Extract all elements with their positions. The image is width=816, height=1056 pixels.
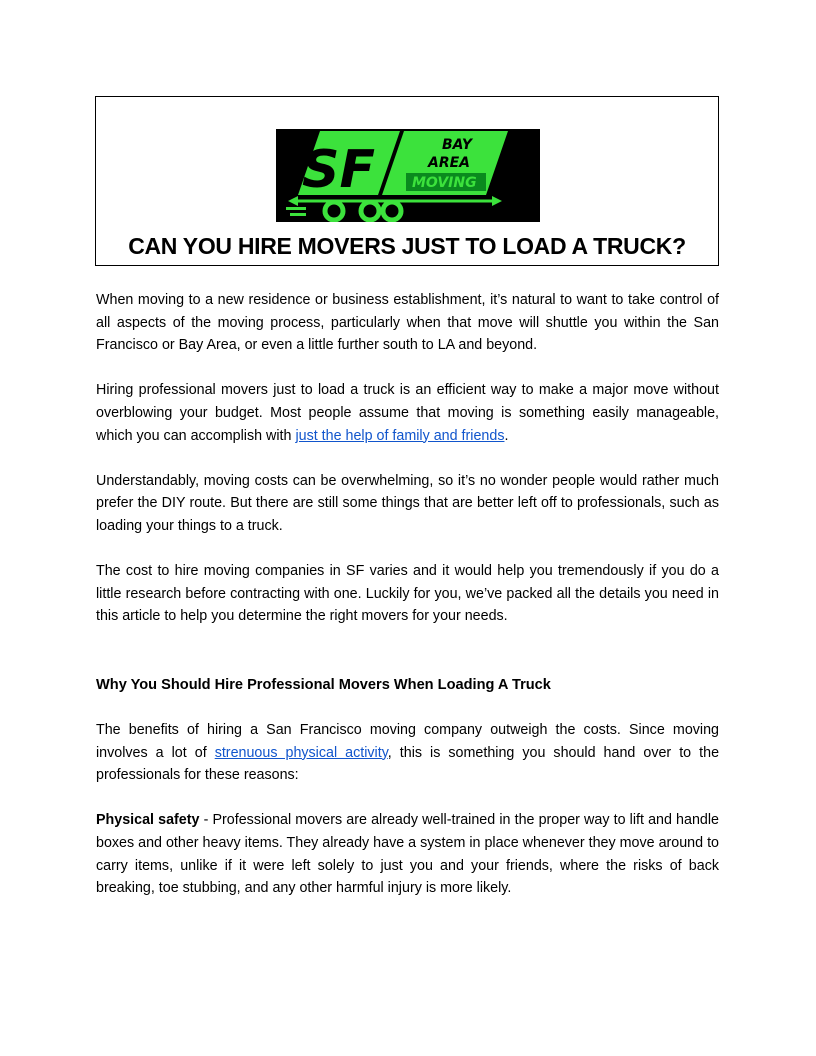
paragraph-text: , this is something you should hand over to the professionals for these reasons: <box>96 744 720 784</box>
paragraph-benefits <box>96 719 719 787</box>
page-title: CAN YOU HIRE MOVERS JUST TO LOAD A TRUCK? <box>128 233 686 259</box>
paragraph-hiring <box>96 379 719 447</box>
logo-arrow-left-icon <box>288 196 298 206</box>
family-and-friends-link[interactable]: just the help of family and friends <box>295 427 505 444</box>
sf-bay-area-moving-logo <box>276 129 540 222</box>
logo-sf-text: SF <box>302 140 375 200</box>
logo-area-text: AREA <box>428 155 471 171</box>
section-heading: Why You Should Hire Professional Movers When Loading A Truck <box>96 676 551 693</box>
physical-safety-label: Physical safety <box>96 812 200 829</box>
header-box <box>95 96 719 266</box>
paragraph-text: The benefits of hiring a San Francisco moving company outweigh the costs. Since moving involves a lot of <box>96 722 719 761</box>
paragraph-text: Hiring professional movers just to load a truck is an efficient way to make a major move without overblowing your budget. Most people assume that moving is something easily manageable, which you can accomplish with <box>96 382 719 444</box>
paragraph-text: . <box>504 427 509 444</box>
paragraph-text: - Professional movers are already well-trained in the proper way to lift and handle boxes and other heavy items. They already have a system in place whenever they move around to carry items, unlike if it were left solely to just you and your friends, where the risks of back breaking, toe stubbing, and any other harmful injury is more likely. <box>96 812 719 897</box>
strenuous-activity-link[interactable]: strenuous physical activity <box>214 744 388 761</box>
logo-wheel-icon <box>383 202 401 220</box>
article-body <box>96 289 719 922</box>
paragraph-research: The cost to hire moving companies in SF varies and it would help you tremendously if you do a little research before contracting with one. Luckily for you, we’ve packed all the details you need in this article to help you determine the right movers for your needs. <box>96 563 719 625</box>
logo-wheel-icon <box>361 202 379 220</box>
paragraph-costs: Understandably, moving costs can be overwhelming, so it’s no wonder people would rather much prefer the DIY route. But there are still some things that are better left off to professionals, such as loading your things to a truck. <box>96 472 719 534</box>
logo-arrow-right-icon <box>492 196 502 206</box>
paragraph-physical-safety <box>96 809 719 899</box>
logo-moving-text: MOVING <box>412 175 477 191</box>
logo-bay-text: BAY <box>442 137 473 153</box>
logo-wheel-icon <box>325 202 343 220</box>
paragraph-intro: When moving to a new residence or business establishment, it’s natural to want to take control of all aspects of the moving process, particularly when that move will shuttle you within the San Francisco or Bay Area, or even a little further south to LA and beyond. <box>96 292 719 354</box>
